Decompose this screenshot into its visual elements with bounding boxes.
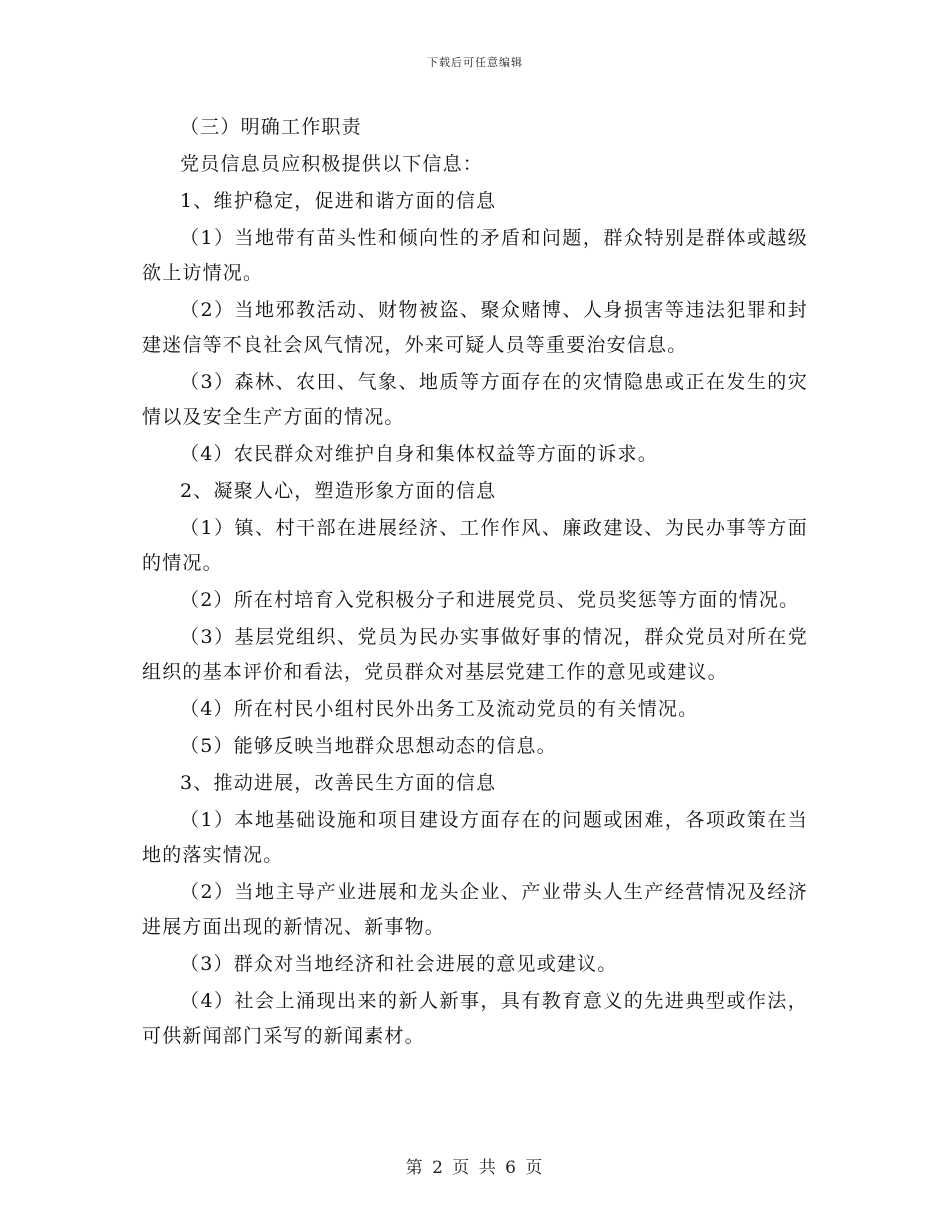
list-item: （4）农民群众对维护自身和集体权益等方面的诉求。 (180, 443, 658, 465)
list-item: （3）森林、农田、气象、地质等方面存在的灾情隐患或正在发生的灾情以及安全生产方面的情况。 (142, 371, 808, 428)
subsection-heading-3: 3、推动进展，改善民生方面的信息 (180, 772, 497, 794)
subsection-heading-1: 1、维护稳定，促进和谐方面的信息 (180, 190, 497, 212)
list-item: （1）本地基础设施和项目建设方面存在的问题或困难，各项政策在当地的落实情况。 (142, 809, 808, 866)
list-item: （2）当地邪教活动、财物被盗、聚众赌博、人身损害等违法犯罪和封建迷信等不良社会风气情况，外来可疑人员等重要治安信息。 (142, 299, 808, 356)
list-item: （3）基层党组织、党员为民办实事做好事的情况，群众党员对所在党组织的基本评价和看法，党员群众对基层党建工作的意见或建议。 (142, 626, 808, 683)
section-heading: （三）明确工作职责 (180, 116, 362, 138)
document-body (142, 110, 808, 1056)
list-item: （3）群众对当地经济和社会进展的意见或建议。 (180, 953, 618, 975)
intro-paragraph: 党员信息员应积极提供以下信息： (180, 153, 484, 175)
page-header: 下载后可任意编辑 (427, 56, 523, 69)
list-item: （1）镇、村干部在进展经济、工作作风、廉政建设、为民办事等方面的情况。 (142, 517, 808, 574)
list-item: （5）能够反映当地群众思想动态的信息。 (180, 735, 557, 757)
list-item: （2）当地主导产业进展和龙头企业、产业带头人生产经营情况及经济进展方面出现的新情况、新事物。 (142, 881, 808, 938)
list-item: （4）所在村民小组村民外出务工及流动党员的有关情况。 (180, 698, 699, 720)
list-item: （1）当地带有苗头性和倾向性的矛盾和问题，群众特别是群体或越级欲上访情况。 (142, 227, 808, 284)
list-item: （4）社会上涌现出来的新人新事，具有教育意义的先进典型或作法，可供新闻部门采写的新闻素材。 (142, 990, 808, 1047)
page-number: 第 2 页 共 6 页 (405, 1158, 545, 1178)
list-item: （2）所在村培育入党积极分子和进展党员、党员奖惩等方面的情况。 (180, 589, 800, 611)
subsection-heading-2: 2、凝聚人心，塑造形象方面的信息 (180, 480, 497, 502)
